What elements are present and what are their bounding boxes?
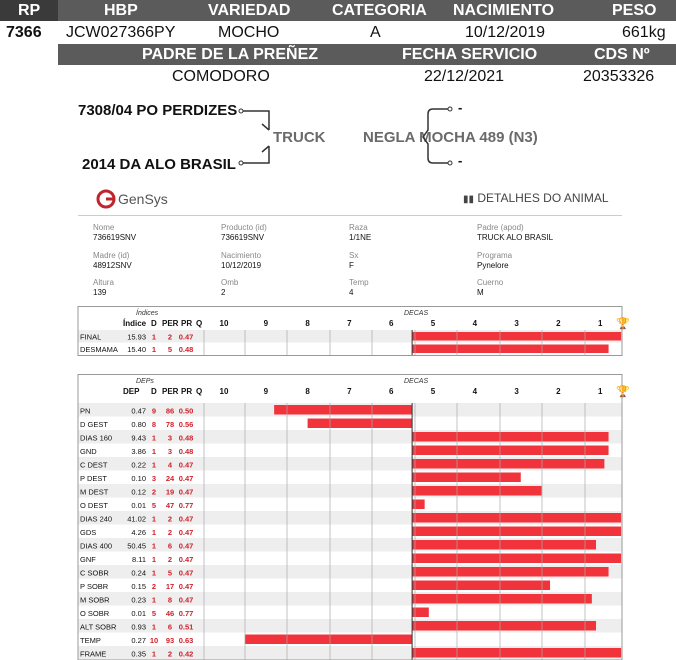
row-pr: 0.77 <box>178 501 194 510</box>
row-value: 0.93 <box>131 622 146 632</box>
row-pr: 0.48 <box>178 433 194 443</box>
row-deca: 5 <box>151 501 157 510</box>
deca-tick-label: 5 <box>430 319 436 328</box>
fecha-servicio-value: 22/12/2021 <box>424 68 505 85</box>
deca-bar <box>412 345 608 354</box>
row-deca: 1 <box>151 541 157 551</box>
deca-bar <box>412 527 621 537</box>
row-value: 0.12 <box>131 487 146 497</box>
deca-tick-label: 3 <box>514 319 519 328</box>
row-label: C SOBR <box>80 568 109 578</box>
row-deca: 2 <box>151 582 157 591</box>
deca-bar <box>412 581 550 591</box>
details-label: DETALHES DO ANIMAL <box>477 191 609 205</box>
row-label: GDS <box>80 528 97 537</box>
row-deca: 8 <box>151 420 157 429</box>
divider <box>78 215 622 216</box>
cds-value: 20353326 <box>583 68 655 85</box>
row-value: 0.10 <box>131 474 146 483</box>
deca-bar <box>412 473 521 483</box>
row-deca: 1 <box>151 332 157 342</box>
categoria-label: CATEGORIA <box>332 2 427 19</box>
row-value: 4.26 <box>131 528 146 537</box>
column-header: D <box>151 319 157 328</box>
row-pr: 0.47 <box>178 460 194 470</box>
row-value: 0.80 <box>131 420 146 429</box>
deca-tick-label: 1 <box>597 387 603 396</box>
field-omb: Omb 2 <box>221 278 239 297</box>
field-sx: Sx F <box>349 251 359 270</box>
details-header <box>463 191 609 205</box>
deca-bar <box>412 486 542 496</box>
deca-bar <box>412 621 596 631</box>
row-value: 50.45 <box>127 541 146 551</box>
hbp-label: HBP <box>104 2 138 19</box>
row-percentile: 47 <box>165 501 175 510</box>
row-value: 0.01 <box>131 501 146 510</box>
row-label: ALT SOBR <box>80 622 117 632</box>
deca-tick-label: 3 <box>514 387 519 396</box>
field-temp: Temp 4 <box>349 278 369 297</box>
row-value: 41.02 <box>127 514 146 524</box>
row-label: P DEST <box>80 474 107 483</box>
row-percentile: 3 <box>167 433 173 443</box>
row-label: C DEST <box>80 460 108 470</box>
row-pr: 0.48 <box>178 345 194 354</box>
row-label: TEMP <box>80 636 101 645</box>
row-label: GND <box>80 447 97 456</box>
field-producto: Producto (id) 736619SNV <box>221 223 267 242</box>
row-value: 3.86 <box>131 447 146 456</box>
decas-label: DECAS <box>404 310 429 317</box>
pedigree-lines <box>0 0 676 200</box>
row-deca: 2 <box>151 487 157 497</box>
row-pr: 0.51 <box>178 622 194 632</box>
deca-bar <box>412 446 608 456</box>
deca-tick-label: 4 <box>472 319 478 328</box>
row-percentile: 2 <box>167 555 173 564</box>
row-value: 0.15 <box>131 582 146 591</box>
chart-title: DEPs <box>136 378 154 385</box>
column-header: PR <box>181 319 193 328</box>
nacimiento-value: 10/12/2019 <box>465 24 546 41</box>
deca-tick-label: 2 <box>556 319 561 328</box>
row-percentile: 46 <box>165 609 175 618</box>
deca-tick-label: 2 <box>556 387 561 396</box>
row-percentile: 2 <box>167 332 173 342</box>
deca-tick-label: 10 <box>219 387 229 396</box>
deca-bar <box>412 608 429 618</box>
field-programa: Programa Pynelore <box>477 251 513 270</box>
row-deca: 1 <box>151 433 157 443</box>
deca-tick-label: 1 <box>597 319 603 328</box>
deca-bar <box>308 419 413 429</box>
deca-tick-label: 10 <box>219 319 229 328</box>
row-value: 0.47 <box>131 406 146 416</box>
trophy-icon: 🏆 <box>616 318 630 330</box>
deca-bar <box>412 567 608 577</box>
row-pr: 0.77 <box>178 609 194 618</box>
row-value: 0.23 <box>131 595 146 605</box>
field-madre: Madre (id) 48912SNV <box>93 251 132 270</box>
indices-chart <box>0 306 676 368</box>
variedad-label: VARIEDAD <box>208 2 291 19</box>
pedigree-dam-dam: - <box>458 153 463 168</box>
row-pr: 0.47 <box>178 582 194 591</box>
column-header: DEP <box>123 387 140 396</box>
row-value: 0.35 <box>131 649 146 659</box>
pedigree-sire: TRUCK <box>273 129 326 146</box>
fecha-servicio-label: FECHA SERVICIO <box>402 46 538 63</box>
row-percentile: 24 <box>165 474 175 483</box>
deca-tick-label: 4 <box>472 387 478 396</box>
row-percentile: 2 <box>167 528 173 537</box>
row-label: DESMAMA <box>80 345 118 354</box>
row-pr: 0.47 <box>178 541 194 551</box>
row-label: M SOBR <box>80 595 110 605</box>
row-label: DIAS 400 <box>80 541 113 551</box>
deca-tick-label: 9 <box>263 319 269 328</box>
row-value: 0.01 <box>131 609 146 618</box>
row-deca: 9 <box>151 406 157 416</box>
row-deca: 1 <box>151 568 157 578</box>
deca-tick-label: 6 <box>388 387 394 396</box>
row-pr: 0.47 <box>178 595 194 605</box>
row-pr: 0.50 <box>178 406 194 416</box>
row-label: M DEST <box>80 487 109 497</box>
column-header: PR <box>181 387 193 396</box>
row-deca: 1 <box>151 555 157 564</box>
deca-tick-label: 8 <box>305 319 310 328</box>
row-deca: 5 <box>151 609 157 618</box>
rp-value: 7366 <box>6 24 42 41</box>
row-deca: 1 <box>151 528 157 537</box>
deca-bar <box>412 554 621 564</box>
column-header: Q <box>196 387 203 396</box>
row-percentile: 8 <box>167 595 173 605</box>
field-cuerno: Cuerno M <box>477 278 504 297</box>
row-label: DIAS 160 <box>80 433 113 443</box>
deca-bar <box>412 432 608 442</box>
rp-label: RP <box>18 2 41 19</box>
deca-tick-label: 8 <box>305 387 310 396</box>
row-label: O SOBR <box>80 609 110 618</box>
row-value: 8.11 <box>131 555 146 564</box>
row-deca: 1 <box>151 649 157 659</box>
row-deca: 1 <box>151 595 157 605</box>
row-percentile: 6 <box>167 622 173 632</box>
row-deca: 3 <box>151 474 157 483</box>
field-raza: Raza 1/1NE <box>349 223 372 242</box>
deca-bar <box>412 540 596 550</box>
deca-tick-label: 5 <box>430 387 436 396</box>
row-percentile: 3 <box>167 447 173 456</box>
trophy-icon: 🏆 <box>616 386 630 398</box>
row-value: 0.22 <box>131 460 146 470</box>
deca-tick-label: 7 <box>347 387 352 396</box>
deca-tick-label: 7 <box>347 319 352 328</box>
column-header: Q <box>196 319 203 328</box>
row-percentile: 5 <box>167 568 173 578</box>
row-label: FRAME <box>80 649 107 659</box>
deca-bar <box>412 594 592 604</box>
row-pr: 0.47 <box>178 474 194 483</box>
row-percentile: 2 <box>167 514 173 524</box>
deca-bar <box>274 405 412 415</box>
gensys-logo-icon <box>96 189 118 209</box>
row-pr: 0.47 <box>178 528 194 537</box>
row-label: P SOBR <box>80 582 109 591</box>
row-deca: 1 <box>151 345 157 354</box>
column-header: PER <box>162 319 179 328</box>
row-deca: 10 <box>149 636 159 645</box>
row-label: FINAL <box>80 332 102 342</box>
pedigree-dam-sire: - <box>458 100 463 115</box>
deca-bar <box>412 500 425 510</box>
row-percentile: 17 <box>165 582 175 591</box>
column-header: D <box>151 387 157 396</box>
padre-value: COMODORO <box>172 68 270 85</box>
row-percentile: 78 <box>165 420 175 429</box>
deps-chart <box>0 374 676 660</box>
row-label: PN <box>80 406 91 416</box>
deca-bar <box>245 635 412 645</box>
deca-bar <box>412 459 604 469</box>
chart-title: Índices <box>136 310 159 317</box>
peso-value: 661kg <box>622 24 666 41</box>
field-altura: Altura 139 <box>93 278 114 297</box>
deca-tick-label: 9 <box>263 387 269 396</box>
deca-bar <box>412 332 621 341</box>
variedad-value: MOCHO <box>218 24 280 41</box>
row-pr: 0.47 <box>178 555 194 564</box>
row-label: O DEST <box>80 501 108 510</box>
row-pr: 0.48 <box>178 447 194 456</box>
row-value: 9.43 <box>131 433 146 443</box>
row-pr: 0.56 <box>178 420 194 429</box>
peso-label: PESO <box>612 2 657 19</box>
pedigree-grand-sire: 7308/04 PO PERDIZES <box>78 102 238 119</box>
nacimiento-label: NACIMIENTO <box>453 2 555 19</box>
row-deca: 1 <box>151 447 157 456</box>
cds-label: CDS Nº <box>594 46 650 63</box>
row-pr: 0.63 <box>178 636 194 645</box>
row-pr: 0.47 <box>178 332 194 342</box>
row-deca: 1 <box>151 622 157 632</box>
column-header: Índice <box>123 319 147 328</box>
row-percentile: 2 <box>167 649 173 659</box>
row-label: D GEST <box>80 420 108 429</box>
row-value: 0.27 <box>131 636 146 645</box>
row-pr: 0.47 <box>178 568 194 578</box>
row-percentile: 93 <box>165 636 175 645</box>
gensys-logo-text: GenSys <box>118 191 168 207</box>
deca-bar <box>412 648 621 658</box>
field-nome: Nome 736619SNV <box>93 223 137 242</box>
row-deca: 1 <box>151 514 157 524</box>
row-percentile: 86 <box>165 406 175 416</box>
row-label: GNF <box>80 555 96 564</box>
row-pr: 0.42 <box>178 649 194 659</box>
field-padre: Padre (apod) TRUCK ALO BRASIL <box>477 223 554 242</box>
padre-label: PADRE DE LA PREÑEZ <box>142 46 319 63</box>
decas-label: DECAS <box>404 378 429 385</box>
row-percentile: 6 <box>167 541 173 551</box>
row-percentile: 5 <box>167 345 173 354</box>
row-percentile: 19 <box>165 487 175 497</box>
row-value: 15.93 <box>127 332 146 342</box>
row-value: 0.24 <box>131 568 146 578</box>
row-pr: 0.47 <box>178 514 194 524</box>
row-pr: 0.47 <box>178 487 194 497</box>
row-deca: 1 <box>151 460 157 470</box>
bar-chart-icon: ▮▮ <box>463 194 475 205</box>
hbp-value: JCW027366PY <box>66 24 176 41</box>
column-header: PER <box>162 387 179 396</box>
categoria-value: A <box>370 24 381 41</box>
field-nacimiento: Nacimiento 10/12/2019 <box>221 251 262 270</box>
row-value: 15.40 <box>127 345 146 354</box>
row-percentile: 4 <box>167 460 173 470</box>
pedigree-dam: NEGLA MOCHA 489 (N3) <box>363 129 538 146</box>
pedigree-grand-dam: 2014 DA ALO BRASIL <box>82 156 236 173</box>
row-label: DIAS 240 <box>80 514 113 524</box>
deca-bar <box>412 513 621 523</box>
deca-tick-label: 6 <box>388 319 394 328</box>
